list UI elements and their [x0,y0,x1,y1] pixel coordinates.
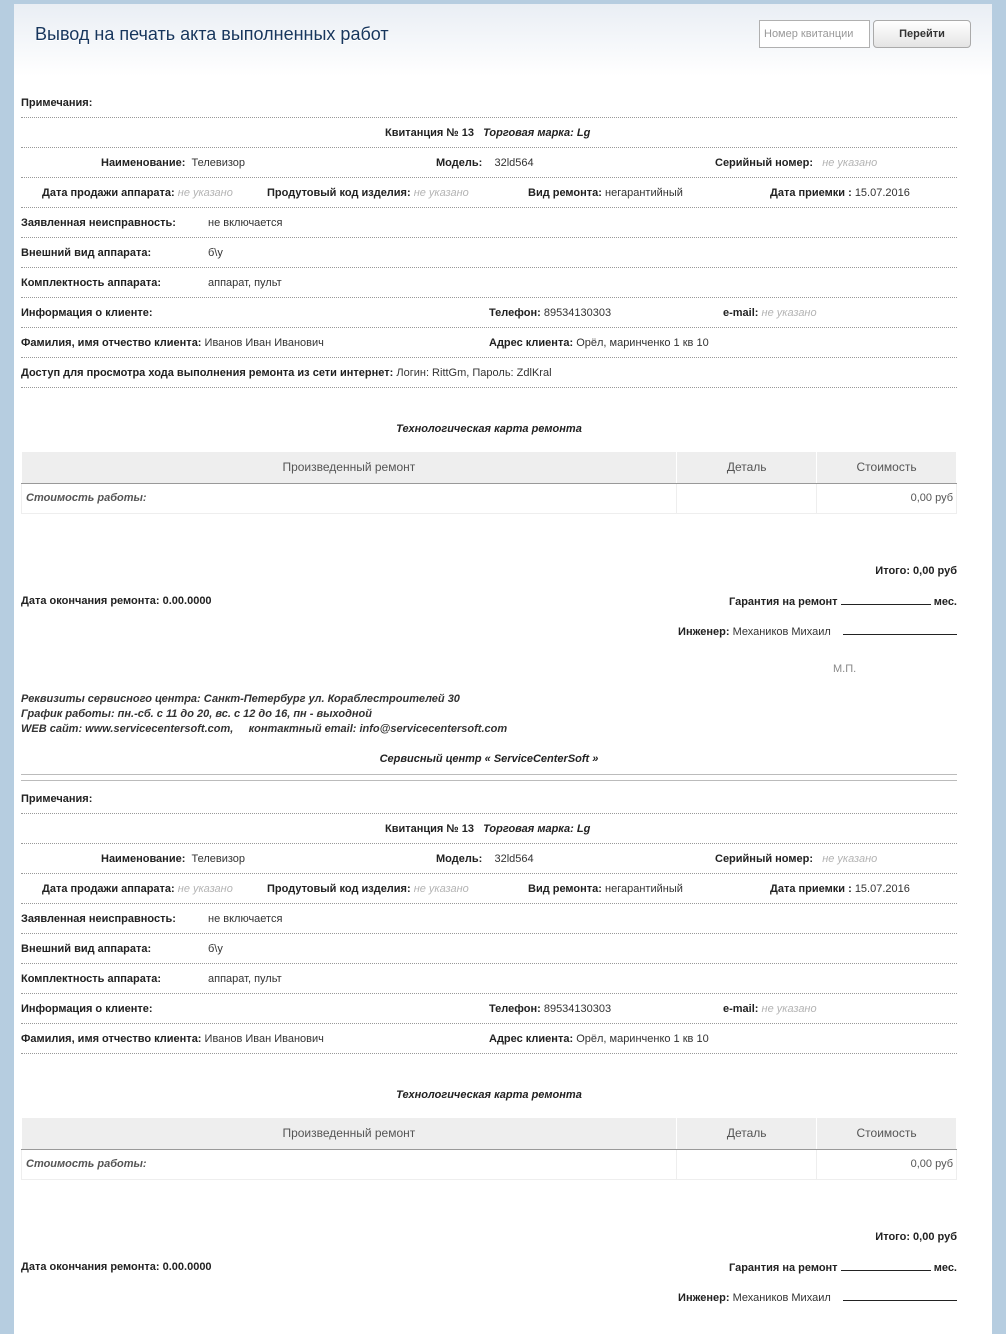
contact-email: контактный email: info@servicecentersoft.com [248,723,508,735]
go-button[interactable]: Перейти [873,20,971,48]
engineer-label: Инженер: [678,626,730,638]
appearance-row [21,934,957,964]
phone-value: 89534130303 [543,1003,612,1015]
receipt-copy-2 [21,784,957,1304]
product-code-label: Продутовый код изделия: [267,187,411,199]
repair-type-value: негарантийный [605,187,683,199]
completeness-value: аппарат, пульт [208,277,282,289]
completeness-row [21,268,957,298]
dates-row [21,874,957,904]
client-name-row [21,1024,957,1054]
serial-label: Серийный номер: [715,853,814,865]
repair-table [21,452,957,514]
col-detail: Деталь [677,452,817,483]
months-label: мес. [933,596,957,608]
repair-type-label: Вид ремонта: [528,883,602,895]
fault-label: Заявленная неисправность: [21,217,176,229]
repair-type-label: Вид ремонта: [528,187,602,199]
client-address-value: Орёл, маринченко 1 кв 10 [576,1033,709,1045]
client-info-row [21,994,957,1024]
model-value: 32ld564 [494,853,534,865]
name-value: Телевизор [191,157,246,169]
notes-row [21,88,957,118]
serial-label: Серийный номер: [715,157,814,169]
client-info-label: Информация о клиенте: [21,307,153,319]
tech-card-title: Технологическая карта ремонта [396,423,582,435]
engineer-signature-line [843,1291,957,1301]
sale-date-label: Дата продажи аппарата: [42,883,175,895]
email-value: не указано [761,307,817,319]
warranty-line [841,1261,931,1271]
warranty-label: Гарантия на ремонт [729,1262,838,1274]
notes-label: Примечания: [21,97,93,109]
email-label: e-mail: [723,307,759,319]
table-row [22,483,957,513]
receive-date-label: Дата приемки : [770,883,852,895]
name-label: Наименование: [101,853,186,865]
client-address-value: Орёл, маринченко 1 кв 10 [576,337,709,349]
receipt-number: Квитанция № 13 [385,127,474,139]
service-center-name: Сервисный центр « ServiceCenterSoft » [379,753,599,765]
col-cost: Стоимость [817,452,957,483]
brand: Торговая марка: Lg [483,127,591,139]
col-cost: Стоимость [817,1118,957,1149]
total: Итого: 0,00 руб [875,565,957,577]
engineer-value: Механиков Михаил [732,1292,831,1304]
model-label: Модель: [436,157,483,169]
total: Итого: 0,00 руб [875,1231,957,1243]
stamp-label: М.П. [833,663,857,675]
client-name-label: Фамилия, имя отчество клиента: [21,337,202,349]
name-label: Наименование: [101,157,186,169]
requisites: Реквизиты сервисного центра: Санкт-Петербург ул. Кораблестроителей 30 [21,693,460,705]
warranty-label: Гарантия на ремонт [729,596,838,608]
col-repair: Произведенный ремонт [22,452,677,483]
receive-date-label: Дата приемки : [770,187,852,199]
fault-row [21,904,957,934]
page-title: Вывод на печать акта выполненных работ [35,24,389,44]
tech-card-title: Технологическая карта ремонта [396,1089,582,1101]
fault-row [21,208,957,238]
product-code-value: не указано [413,883,469,895]
product-code-value: не указано [413,187,469,199]
detail-cell [677,1149,817,1179]
service-center-info [21,692,507,737]
receipt-number-input[interactable] [759,20,870,48]
work-cost-label: Стоимость работы: [22,483,677,513]
col-repair: Произведенный ремонт [22,1118,677,1149]
phone-label: Телефон: [489,1003,541,1015]
work-cost-value: 0,00 руб [817,1149,957,1179]
client-info-row [21,298,957,328]
serial-value: не указано [822,157,878,169]
phone-value: 89534130303 [543,307,612,319]
client-address-label: Адрес клиента: [489,337,574,349]
months-label: мес. [933,1262,957,1274]
fault-value: не включается [208,217,283,229]
receipt-number: Квитанция № 13 [385,823,474,835]
appearance-value: б\у [208,247,223,259]
model-label: Модель: [436,853,483,865]
completeness-row [21,964,957,994]
name-value: Телевизор [191,853,246,865]
end-date: Дата окончания ремонта: 0.00.0000 [21,595,212,607]
access-label: Доступ для просмотра хода выполнения ремонта из сети интернет: [21,367,394,379]
serial-value: не указано [822,853,878,865]
model-value: 32ld564 [494,157,534,169]
schedule: График работы: пн.-сб. с 11 до 20, вс. с 12 до 16, пн - выходной [21,708,372,720]
access-row [21,358,957,388]
web-site: WEB сайт: www.servicecentersoft.com, [21,723,234,735]
table-row [22,1149,957,1179]
completeness-value: аппарат, пульт [208,973,282,985]
work-cost-value: 0,00 руб [817,483,957,513]
receive-date-value: 15.07.2016 [854,187,910,199]
receipt-copy-1 [21,88,957,765]
client-name-value: Иванов Иван Иванович [204,337,324,349]
appearance-label: Внешний вид аппарата: [21,247,152,259]
work-cost-label: Стоимость работы: [22,1149,677,1179]
receive-date-value: 15.07.2016 [854,883,910,895]
warranty-line [841,595,931,605]
engineer-signature-line [843,625,957,635]
receipt-header-row [21,118,957,148]
table-header-row [22,1118,957,1149]
detail-cell [677,483,817,513]
copy-separator [21,774,957,781]
sale-date-label: Дата продажи аппарата: [42,187,175,199]
appearance-value: б\у [208,943,223,955]
brand: Торговая марка: Lg [483,823,591,835]
email-value: не указано [761,1003,817,1015]
appearance-label: Внешний вид аппарата: [21,943,152,955]
table-header-row [22,452,957,483]
receipt-header-row [21,814,957,844]
web-contacts [21,722,507,737]
phone-label: Телефон: [489,307,541,319]
device-row [21,844,957,874]
device-row [21,148,957,178]
page-header [14,4,992,76]
repair-table [21,1118,957,1180]
notes-row [21,784,957,814]
repair-type-value: негарантийный [605,883,683,895]
notes-label: Примечания: [21,793,93,805]
fault-label: Заявленная неисправность: [21,913,176,925]
sale-date-value: не указано [177,883,233,895]
client-name-label: Фамилия, имя отчество клиента: [21,1033,202,1045]
sale-date-value: не указано [177,187,233,199]
client-name-value: Иванов Иван Иванович [204,1033,324,1045]
engineer-value: Механиков Михаил [732,626,831,638]
dates-row [21,178,957,208]
col-detail: Деталь [677,1118,817,1149]
email-label: e-mail: [723,1003,759,1015]
client-name-row [21,328,957,358]
completeness-label: Комплектность аппарата: [21,973,161,985]
completeness-label: Комплектность аппарата: [21,277,161,289]
engineer-label: Инженер: [678,1292,730,1304]
fault-value: не включается [208,913,283,925]
appearance-row [21,238,957,268]
end-date: Дата окончания ремонта: 0.00.0000 [21,1261,212,1273]
access-value: Логин: RittGm, Пароль: ZdlKral [396,367,552,379]
client-address-label: Адрес клиента: [489,1033,574,1045]
product-code-label: Продутовый код изделия: [267,883,411,895]
client-info-label: Информация о клиенте: [21,1003,153,1015]
